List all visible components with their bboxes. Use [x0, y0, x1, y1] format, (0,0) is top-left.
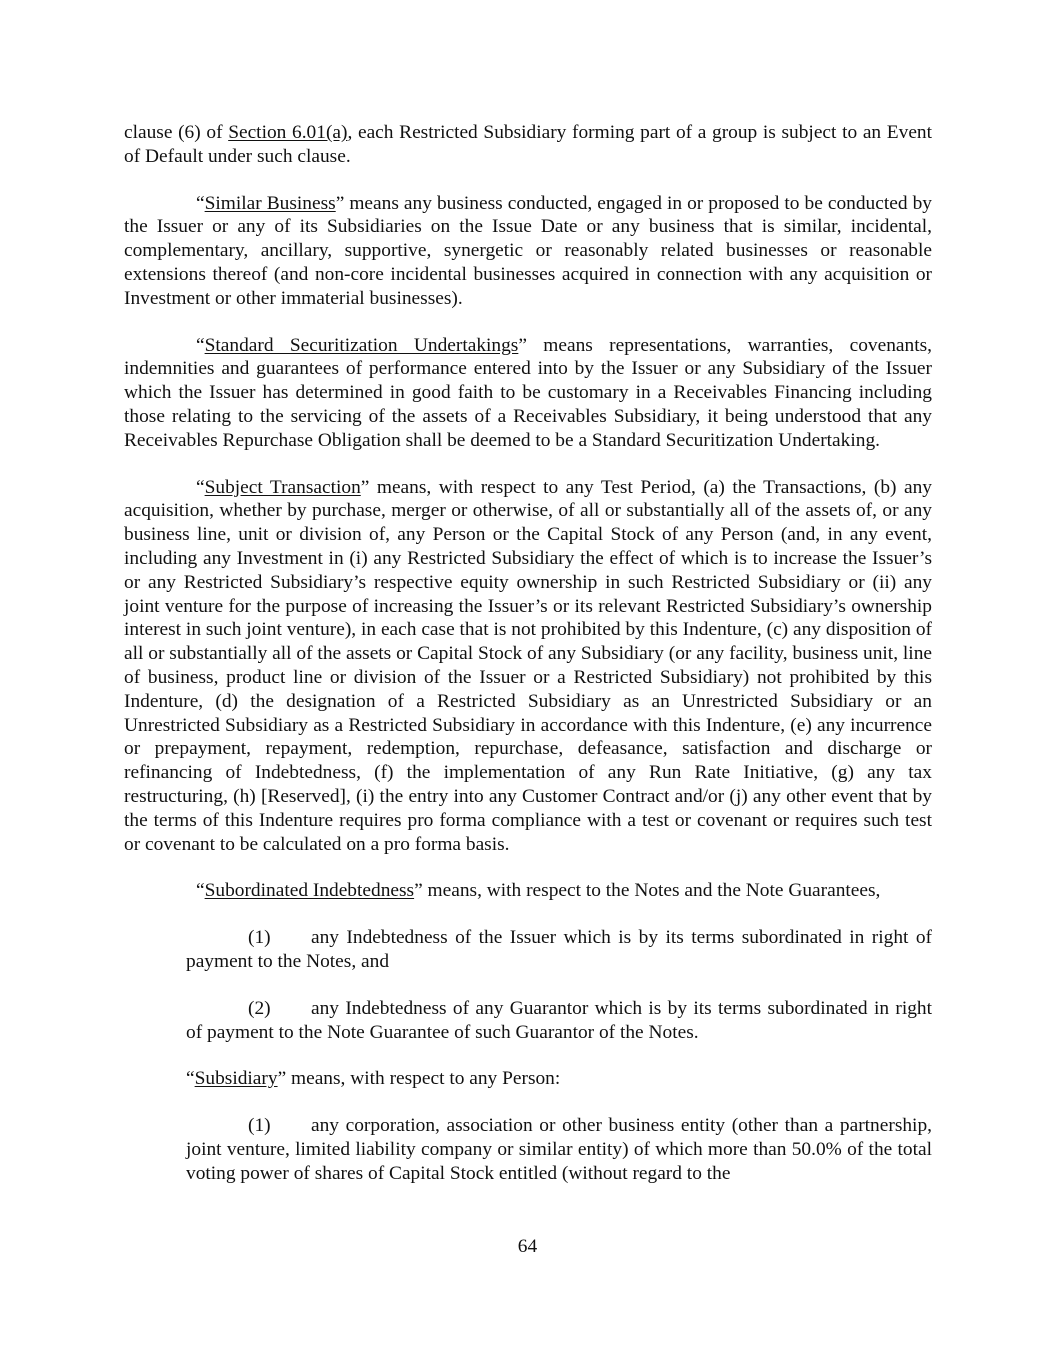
section-reference-link[interactable]: Section 6.01(a): [228, 122, 348, 143]
definition-subordinated-indebtedness: “Subordinated Indebtedness” means, with respect to the Notes and the Note Guarantees,: [196, 880, 881, 902]
list-item-number: (1): [248, 1115, 271, 1137]
definition-subsidiary: “Subsidiary” means, with respect to any Person:: [186, 1068, 561, 1090]
definition-subject-transaction: “Subject Transaction” means, with respect to any Test Period, (a) the Transactions, (b) any acquisition, whether by purchase, merger or otherwise, of all or substantially all of the assets of, or any business line, unit or division of, any Person or the Capital Stock of any Person (and, in any event, including any Investment in (i) any Restricted Subsidiary the effect of which is to increase the Issuer’s or any Restricted Subsidiary’s respective equity ownership in such Restricted Subsidiary or (ii) any joint venture for the purpose of increasing the Issuer’s or its relevant Restricted Subsidiary’s ownership interest in such joint venture), in each case that is not prohibited by this Indenture, (c) any disposition of all or substantially all of the assets or Capital Stock of any Subsidiary (or any facility, business unit, line of business, product line or division of the Issuer or a Restricted Subsidiary) not prohibited by this Indenture, (d) the designation of a Restricted Subsidiary as an Unrestricted Subsidiary or an Unrestricted Subsidiary as a Restricted Subsidiary in accordance with this Indenture, (e) any incurrence or prepayment, repayment, redemption, repurchase, defeasance, satisfaction and discharge or refinancing of Indebtedness, (f) the implementation of any Run Rate Initiative, (g) any tax restructuring, (h) [Reserved], (i) the entry into any Customer Contract and/or (j) any other event that by the terms of this Indenture requires pro forma compliance with a test or covenant or requires such test or covenant to be calculated on a pro forma basis.: [124, 476, 932, 855]
defined-term: Subordinated Indebtedness: [204, 880, 415, 902]
definition-standard-securitization-undertakings: “Standard Securitization Undertakings” means representations, warranties, covenants, indemnities and guarantees of performance entered into by the Issuer or any Subsidiary of the Issuer which the Issuer has determined in good faith to be customary in a Receivables Financing including those relating to the servicing of the assets of a Receivables Subsidiary, it being understood that any Receivables Repurchase Obligation shall be deemed to be a Standard Securitization Undertaking.: [124, 334, 932, 451]
list-item: (1) any Indebtedness of the Issuer which is by its terms subordinated in right of payment to the Notes, and: [186, 927, 932, 972]
definition-similar-business: “Similar Business” means any business conducted, engaged in or proposed to be conducted by the Issuer or any of its Subsidiaries on the Issue Date or any business that is similar, incidental, complementary, ancillary, supportive, synergetic or reasonably related businesses or reasonable extensions thereof (and non-core incidental businesses acquired in connection with any acquisition or Investment or other immaterial businesses).: [124, 192, 932, 309]
list-item-number: (2): [248, 997, 271, 1019]
document-page: [124, 121, 932, 1185]
defined-term: Subject Transaction: [204, 476, 361, 498]
list-item: (1) any corporation, association or other business entity (other than a partnership, joint venture, limited liability company or similar entity) of which more than 50.0% of the total voting power of shares of Capital Stock entitled (without regard to the: [186, 1115, 932, 1184]
continuation-paragraph: clause (6) of Section 6.01(a), each Restricted Subsidiary forming part of a group is subject to an Event of Default under such clause.: [124, 122, 933, 167]
page-number: 64: [517, 1236, 538, 1257]
list-item-number: (1): [248, 927, 271, 949]
defined-term: Similar Business: [204, 192, 336, 214]
list-item: (2) any Indebtedness of any Guarantor which is by its terms subordinated in right of payment to the Note Guarantee of such Guarantor of the Notes.: [186, 997, 932, 1043]
defined-term: Standard Securitization Undertakings: [204, 334, 519, 356]
defined-term: Subsidiary: [194, 1068, 278, 1090]
